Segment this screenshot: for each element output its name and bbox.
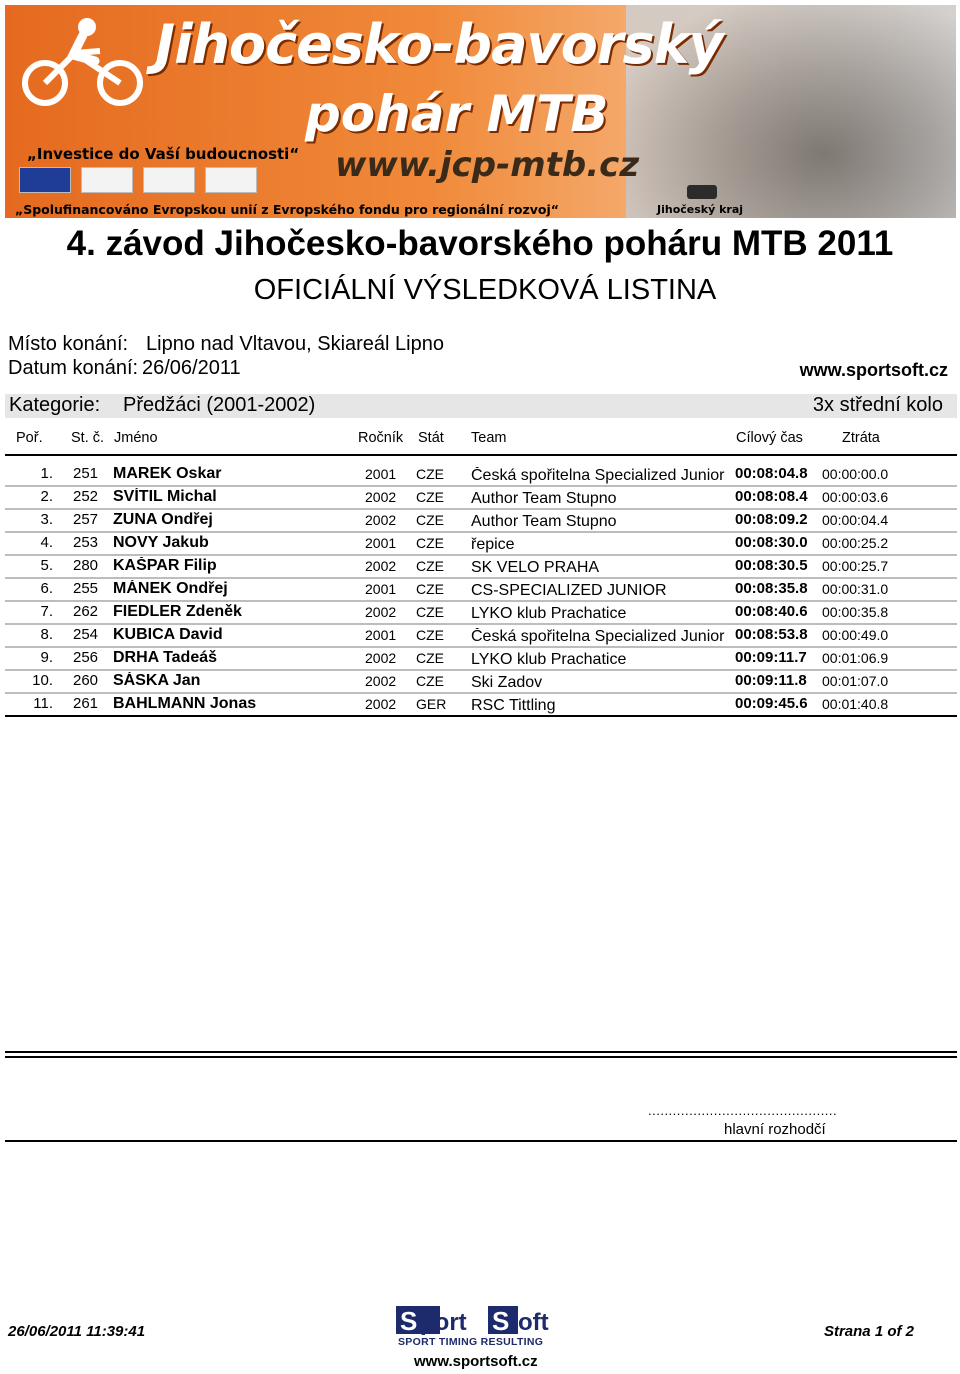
cell-state: CZE bbox=[416, 558, 444, 574]
date-label: Datum konání: bbox=[8, 357, 139, 379]
cell-loss: 00:00:25.2 bbox=[822, 535, 889, 551]
cell-state: CZE bbox=[416, 535, 444, 551]
cell-state: CZE bbox=[416, 604, 444, 620]
page-number: Strana 1 of 2 bbox=[823, 1323, 914, 1340]
cell-state: CZE bbox=[416, 466, 444, 482]
cell-loss: 00:00:49.0 bbox=[822, 627, 889, 643]
cell-name: KUBICA David bbox=[113, 626, 223, 643]
cell-year: 2002 bbox=[365, 558, 397, 574]
signature-line: .............................................. bbox=[648, 1103, 838, 1118]
cell-year: 2001 bbox=[365, 581, 397, 597]
cell-time: 00:08:30.0 bbox=[735, 534, 808, 551]
column-header-pos: Poř. bbox=[16, 430, 43, 446]
cell-bib: 254 bbox=[73, 626, 99, 643]
cell-loss: 00:01:07.0 bbox=[822, 673, 889, 689]
cell-year: 2001 bbox=[365, 627, 397, 643]
cell-pos: 4. bbox=[40, 534, 53, 551]
cell-pos: 6. bbox=[40, 580, 53, 597]
cell-name: BAHLMANN Jonas bbox=[113, 695, 257, 712]
cell-pos: 11. bbox=[33, 695, 53, 712]
race-title: 4. závod Jihočesko-bavorského poháru MTB 2011 bbox=[66, 224, 894, 263]
cell-bib: 260 bbox=[73, 672, 99, 689]
table-row bbox=[5, 462, 957, 487]
table-row bbox=[5, 669, 957, 694]
table-row bbox=[5, 531, 957, 556]
cell-pos: 5. bbox=[40, 557, 53, 574]
cell-name: FIEDLER Zdeněk bbox=[113, 603, 242, 620]
cell-time: 00:09:11.8 bbox=[735, 672, 807, 689]
venue-value: Lipno nad Vltavou, Skiareál Lipno bbox=[146, 333, 444, 355]
cell-loss: 00:00:35.8 bbox=[822, 604, 889, 620]
cell-team: Ski Zadov bbox=[471, 674, 543, 691]
header-divider bbox=[5, 454, 957, 456]
date-value: 26/06/2011 bbox=[142, 357, 241, 379]
column-header-team: Team bbox=[471, 430, 507, 446]
svg-text:oft: oft bbox=[518, 1309, 549, 1336]
cell-pos: 1. bbox=[40, 465, 53, 482]
category-value: Předžáci (2001-2002) bbox=[123, 394, 316, 416]
cell-name: DRHA Tadeáš bbox=[113, 649, 218, 666]
cell-bib: 261 bbox=[73, 695, 99, 712]
cell-bib: 252 bbox=[73, 488, 99, 505]
cell-pos: 3. bbox=[40, 511, 53, 528]
table-row bbox=[5, 646, 957, 671]
cell-bib: 280 bbox=[73, 557, 99, 574]
table-row bbox=[5, 554, 957, 579]
cell-loss: 00:00:04.4 bbox=[822, 512, 889, 528]
cell-state: CZE bbox=[416, 512, 444, 528]
cell-loss: 00:00:03.6 bbox=[822, 489, 889, 505]
cell-year: 2002 bbox=[365, 673, 397, 689]
cell-loss: 00:01:40.8 bbox=[822, 696, 889, 712]
divider bbox=[5, 1140, 957, 1142]
column-header-loss: Ztráta bbox=[842, 430, 880, 446]
cell-time: 00:09:11.7 bbox=[735, 649, 807, 666]
column-header-bib: St. č. bbox=[71, 430, 105, 446]
cell-state: CZE bbox=[416, 581, 444, 597]
cell-time: 00:08:08.4 bbox=[735, 488, 808, 505]
region-logo-icon bbox=[143, 167, 195, 193]
banner-title: Jihočesko-bavorský bbox=[155, 13, 723, 76]
cell-pos: 10. bbox=[32, 672, 53, 689]
cell-team: RSC Tittling bbox=[471, 697, 556, 714]
cell-state: GER bbox=[416, 696, 447, 712]
venue-label: Místo konání: bbox=[8, 333, 129, 355]
cell-name: MAREK Oskar bbox=[113, 465, 222, 482]
print-timestamp: 26/06/2011 11:39:41 bbox=[8, 1323, 146, 1340]
cell-year: 2001 bbox=[365, 466, 397, 482]
cell-state: CZE bbox=[416, 627, 444, 643]
cell-loss: 00:01:06.9 bbox=[822, 650, 889, 666]
cell-name: KAŠPAR Filip bbox=[113, 557, 217, 574]
cell-state: CZE bbox=[416, 489, 444, 505]
cell-year: 2001 bbox=[365, 535, 397, 551]
region-logo-icon bbox=[81, 167, 133, 193]
category-label: Kategorie: bbox=[9, 394, 101, 416]
cell-team: Author Team Stupno bbox=[471, 490, 617, 507]
banner-slogan: „Investice do Vaší budoucnosti“ bbox=[27, 145, 300, 163]
column-header-time: Cílový čas bbox=[736, 430, 803, 446]
cell-team: Česká spořitelna Specialized Junior bbox=[471, 628, 725, 645]
cell-year: 2002 bbox=[365, 650, 397, 666]
category-bar bbox=[5, 394, 957, 418]
svg-text:S: S bbox=[492, 1306, 510, 1336]
cell-loss: 00:00:00.0 bbox=[822, 466, 889, 482]
cell-loss: 00:00:25.7 bbox=[822, 558, 889, 574]
cell-pos: 7. bbox=[40, 603, 53, 620]
cell-name: MÁNEK Ondřej bbox=[113, 580, 228, 597]
cell-name: ZUNA Ondřej bbox=[113, 511, 213, 528]
table-row bbox=[5, 600, 957, 625]
cell-team: CS-SPECIALIZED JUNIOR bbox=[471, 582, 667, 599]
column-header-state: Stát bbox=[418, 430, 444, 446]
cell-bib: 251 bbox=[73, 465, 99, 482]
cell-state: CZE bbox=[416, 650, 444, 666]
logo-tagline: SPORT TIMING RESULTING bbox=[398, 1336, 544, 1348]
cell-time: 00:09:45.6 bbox=[735, 695, 808, 712]
cell-time: 00:08:53.8 bbox=[735, 626, 808, 643]
cell-year: 2002 bbox=[365, 604, 397, 620]
date-line bbox=[8, 357, 241, 380]
region-logo-icon bbox=[685, 183, 719, 201]
table-row bbox=[5, 485, 957, 510]
banner-website: www.jcp-mtb.cz bbox=[335, 145, 640, 185]
cell-time: 00:08:30.5 bbox=[735, 557, 808, 574]
cell-team: řepice bbox=[471, 536, 515, 553]
divider bbox=[5, 1051, 957, 1053]
banner-region: Jihočeský kraj bbox=[657, 203, 744, 216]
footer-website-link[interactable]: www.sportsoft.cz bbox=[414, 1353, 538, 1370]
table-row bbox=[5, 577, 957, 602]
svg-text:port: port bbox=[420, 1309, 467, 1336]
cell-pos: 2. bbox=[40, 488, 53, 505]
cell-bib: 253 bbox=[73, 534, 99, 551]
cell-loss: 00:00:31.0 bbox=[822, 581, 889, 597]
cyclist-icon bbox=[15, 13, 155, 108]
cell-bib: 256 bbox=[73, 649, 99, 666]
cell-team: Author Team Stupno bbox=[471, 513, 617, 530]
cell-year: 2002 bbox=[365, 512, 397, 528]
venue-line bbox=[8, 333, 444, 356]
eu-flag-icon bbox=[19, 167, 71, 193]
column-header-name: Jméno bbox=[114, 430, 158, 446]
cell-time: 00:08:40.6 bbox=[735, 603, 808, 620]
cell-name: SÁSKA Jan bbox=[113, 672, 201, 689]
cell-bib: 255 bbox=[73, 580, 99, 597]
category-round: 3x střední kolo bbox=[812, 394, 943, 416]
cell-bib: 257 bbox=[73, 511, 99, 528]
cell-year: 2002 bbox=[365, 489, 397, 505]
cell-name: NOVY Jakub bbox=[113, 534, 209, 551]
cell-time: 00:08:35.8 bbox=[735, 580, 808, 597]
region-logo-icon bbox=[205, 167, 257, 193]
list-title: OFICIÁLNÍ VÝSLEDKOVÁ LISTINA bbox=[253, 274, 717, 306]
cell-pos: 8. bbox=[40, 626, 53, 643]
cell-team: LYKO klub Prachatice bbox=[471, 651, 627, 668]
cell-bib: 262 bbox=[73, 603, 99, 620]
cell-name: SVÍTIL Michal bbox=[113, 488, 217, 505]
divider bbox=[5, 1056, 957, 1058]
svg-text:S: S bbox=[400, 1306, 418, 1336]
banner-subtitle: pohár MTB bbox=[305, 85, 609, 143]
table-row bbox=[5, 692, 957, 717]
cell-team: SK VELO PRAHA bbox=[471, 559, 600, 576]
cell-pos: 9. bbox=[40, 649, 53, 666]
website-link[interactable]: www.sportsoft.cz bbox=[799, 360, 948, 380]
cell-team: Česká spořitelna Specialized Junior bbox=[471, 467, 725, 484]
banner-footer-text: „Spolufinancováno Evropskou unií z Evropského fondu pro regionální rozvoj“ bbox=[15, 202, 560, 217]
table-row bbox=[5, 508, 957, 533]
cell-state: CZE bbox=[416, 673, 444, 689]
cell-time: 00:08:09.2 bbox=[735, 511, 808, 528]
cell-team: LYKO klub Prachatice bbox=[471, 605, 627, 622]
column-header-year: Ročník bbox=[358, 430, 404, 446]
sponsor-logos bbox=[19, 167, 257, 193]
header-banner bbox=[5, 5, 956, 218]
table-row bbox=[5, 623, 957, 648]
cell-time: 00:08:04.8 bbox=[735, 465, 808, 482]
cell-year: 2002 bbox=[365, 696, 397, 712]
signature-label: hlavní rozhodčí bbox=[724, 1121, 826, 1138]
